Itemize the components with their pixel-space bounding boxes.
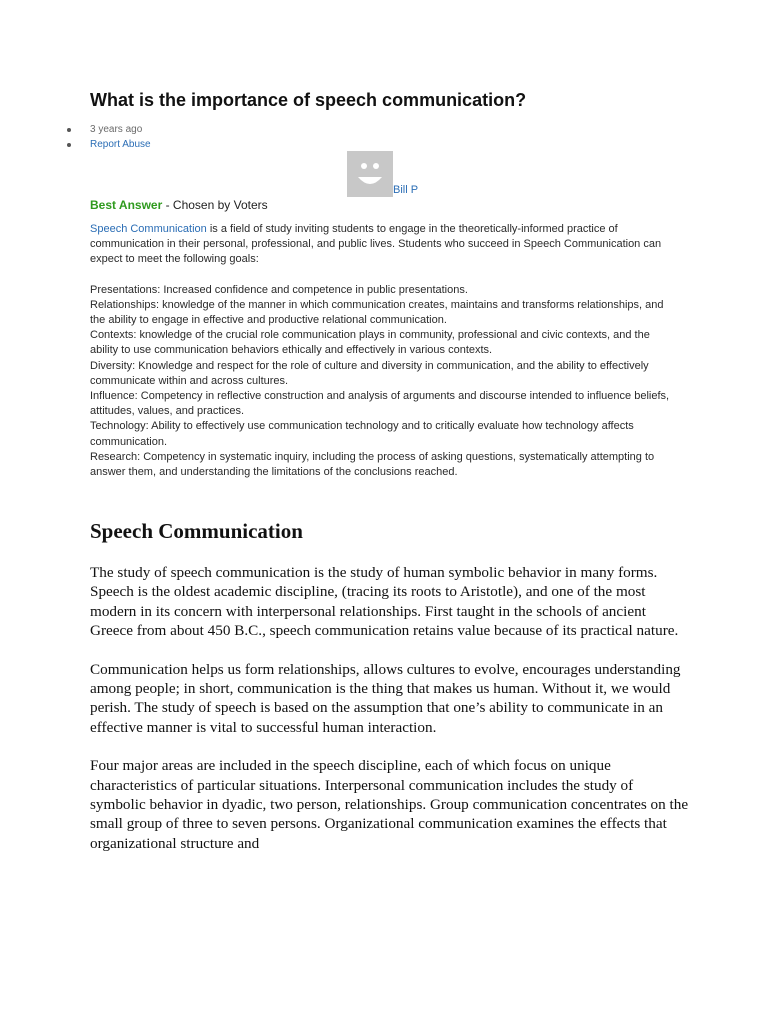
article-paragraph: The study of speech communication is the study of human symbolic behavior in many forms. Speech is the oldest academic discipline, (tracing its roots to Aristotle), and one of the most modern in its concern with interpersonal relationships. First taught in the schools of ancient Greece from about 450 B.C., speech communication retains value because of its practical nature. bbox=[90, 564, 679, 640]
smiley-avatar-icon[interactable] bbox=[347, 151, 393, 197]
goal-contexts: Contexts: knowledge of the crucial role communication plays in community, professional and civic contexts, and the ability to use communication behaviors ethically and effectively in various contexts. bbox=[90, 329, 650, 357]
report-abuse-link[interactable]: Report Abuse bbox=[90, 139, 151, 150]
goal-research: Research: Competency in systematic inquiry, including the process of asking questions, systematically attempting to answer them, and understanding the limitations of the conclusions reached. bbox=[90, 450, 655, 479]
goal-presentations: Presentations: Increased confidence and competence in public presentations. bbox=[90, 283, 468, 296]
question-title: What is the importance of speech communication? bbox=[90, 90, 527, 110]
best-answer-body bbox=[90, 222, 680, 480]
meta-time-item bbox=[60, 122, 151, 137]
chosen-by-text: - Chosen by Voters bbox=[162, 198, 268, 212]
bullet-icon bbox=[67, 143, 71, 147]
answer-intro bbox=[90, 222, 680, 268]
best-answer-header bbox=[90, 198, 268, 212]
goal-influence: Influence: Competency in reflective construction and analysis of arguments and discourse intended to influence beliefs, attitudes, values, and practices. bbox=[90, 390, 670, 418]
article-heading: Speech Communication bbox=[90, 519, 303, 543]
best-answer-label: Best Answer bbox=[90, 198, 163, 212]
goal-relationships: Relationships: knowledge of the manner in which communication creates, maintains and transforms relationships, and the ability to engage in effective and productive relational communication. bbox=[90, 298, 664, 327]
article-paragraph: Four major areas are included in the speech discipline, each of which focus on unique characteristics of particular situations. Interpersonal communication includes the study of symbolic behavior in dyadic, two person, relationships. Group communication concentrates on the small group of three to seven persons. Organizational communication examines the effects that organizational structure and bbox=[90, 757, 689, 852]
posted-time: 3 years ago bbox=[90, 124, 143, 135]
meta-report-item[interactable] bbox=[60, 137, 151, 152]
goal-diversity: Diversity: Knowledge and respect for the role of culture and diversity in communication, and the ability to effectively communicate within and across cultures. bbox=[90, 359, 649, 387]
article-section bbox=[90, 518, 690, 872]
question-meta bbox=[60, 122, 151, 152]
bullet-icon bbox=[67, 128, 71, 132]
speech-communication-link[interactable]: Speech Communication bbox=[90, 223, 207, 235]
article-paragraph: Communication helps us form relationships, allows cultures to evolve, encourages understanding among people; in short, communication is the thing that makes us human. Without it, we would perish. The study of speech is based on the assumption that one’s ability to communicate in an effective manner is vital to successful human interaction. bbox=[90, 660, 681, 736]
answer-intro-text: is a field of study inviting students to engage in the theoretically-informed practice of communication in their personal, professional, and public lives. Students who succeed in Speech Communication can expect to meet the following goals: bbox=[90, 223, 662, 266]
goal-technology: Technology: Ability to effectively use communication technology and to critically evaluate how technology affects communication. bbox=[90, 420, 634, 448]
answerer-name-link[interactable]: Bill P bbox=[393, 184, 419, 196]
